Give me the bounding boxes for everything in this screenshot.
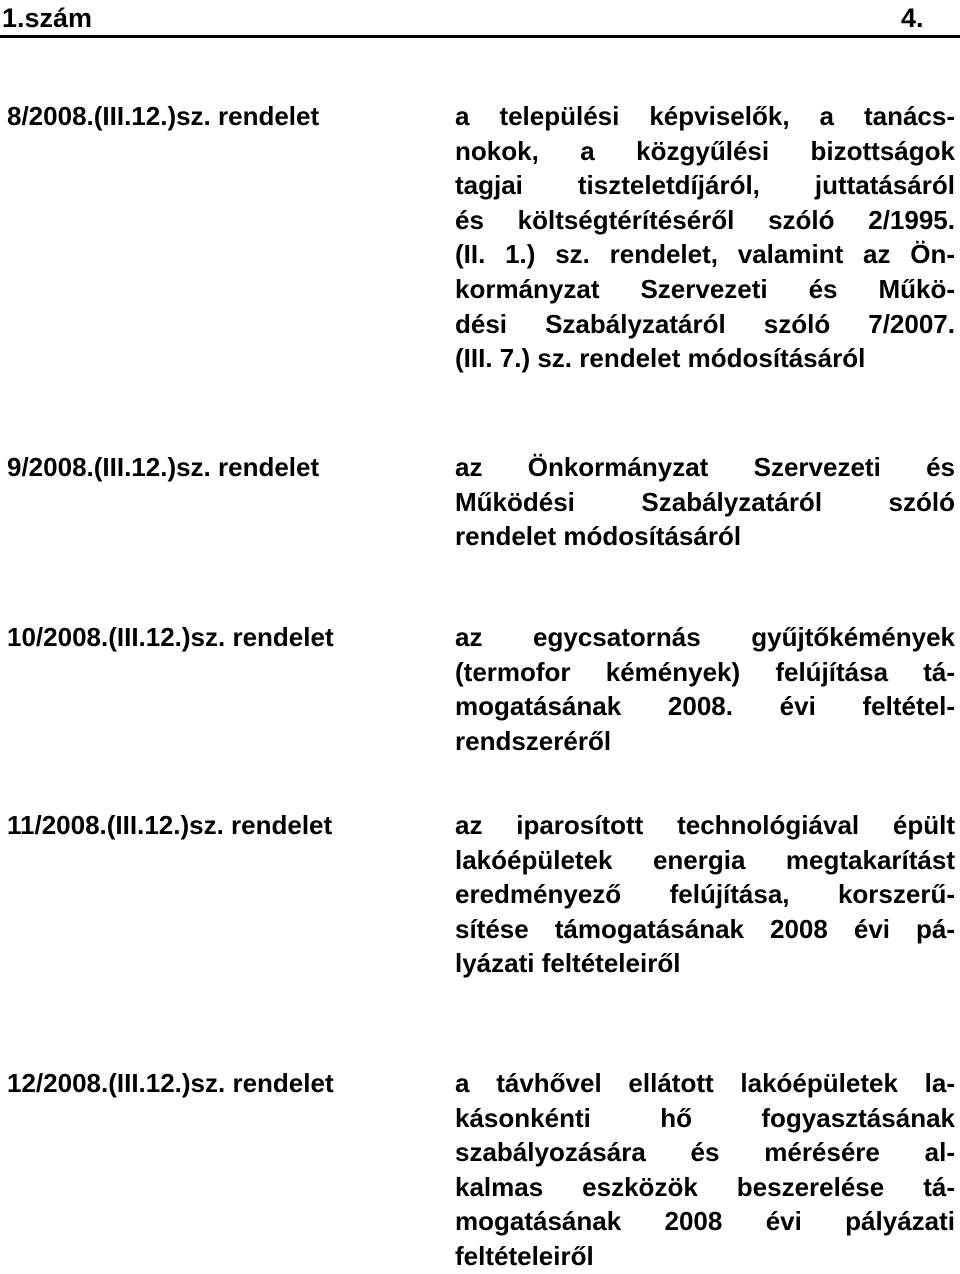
page-header: [0, 0, 960, 36]
decree-description: [455, 808, 955, 981]
description-line: (termofor kémények) felújítása tá-: [455, 656, 955, 687]
decree-number: 12/2008.(III.12.)sz. rendelet: [7, 1068, 334, 1098]
description-line: feltételeiről: [455, 1240, 594, 1271]
description-line: rendelet módosításáról: [455, 521, 742, 552]
description-line: és költségtérítéséről szóló 2/1995.: [455, 204, 955, 235]
description-line: mogatásának 2008. évi feltétel-: [455, 691, 955, 722]
description-line: az Önkormányzat Szervezeti és: [455, 452, 955, 482]
description-line: eredményező felújítása, korszerű-: [455, 879, 955, 910]
decree-number: 10/2008.(III.12.)sz. rendelet: [7, 622, 334, 652]
issue-number: 1.szám: [2, 3, 93, 33]
description-line: kalmas eszközök beszerelése tá-: [455, 1171, 955, 1202]
description-line: lakóépületek energia megtakarítást: [455, 844, 955, 875]
description-line: az egycsatornás gyűjtőkémények: [455, 622, 955, 652]
description-line: kormányzat Szervezeti és Műkö-: [455, 273, 955, 304]
description-line: szabályozására és mérésére al-: [455, 1137, 955, 1168]
description-line: nokok, a közgyűlési bizottságok: [455, 135, 955, 166]
decree-description: [455, 450, 955, 554]
description-line: tagjai tiszteletdíjáról, juttatásáról: [455, 170, 955, 201]
description-line: az iparosított technológiával épült: [455, 810, 955, 840]
decree-number: 8/2008.(III.12.)sz. rendelet: [7, 101, 320, 131]
description-line: sítése támogatásának 2008 évi pá-: [455, 913, 955, 944]
description-line: dési Szabályzatáról szóló 7/2007.: [455, 308, 955, 339]
decree-description: [455, 99, 955, 376]
decree-description: [455, 620, 955, 758]
header-rule: [0, 35, 960, 38]
description-line: Működési Szabályzatáról szóló: [455, 486, 955, 517]
description-line: a távhővel ellátott lakóépületek la-: [455, 1068, 955, 1098]
description-line: (III. 7.) sz. rendelet módosításáról: [455, 343, 866, 374]
description-line: mogatásának 2008 évi pályázati: [455, 1206, 955, 1237]
decree-description: [455, 1066, 955, 1274]
description-line: kásonkénti hő fogyasztásának: [455, 1102, 955, 1133]
description-line: a települési képviselők, a tanács-: [455, 101, 955, 131]
decree-number: 11/2008.(III.12.)sz. rendelet: [7, 810, 333, 840]
description-line: (II. 1.) sz. rendelet, valamint az Ön-: [455, 239, 955, 270]
page-number: 4.: [901, 3, 924, 33]
description-line: rendszeréről: [455, 725, 612, 756]
description-line: lyázati feltételeiről: [455, 948, 681, 979]
decree-number: 9/2008.(III.12.)sz. rendelet: [7, 452, 320, 482]
